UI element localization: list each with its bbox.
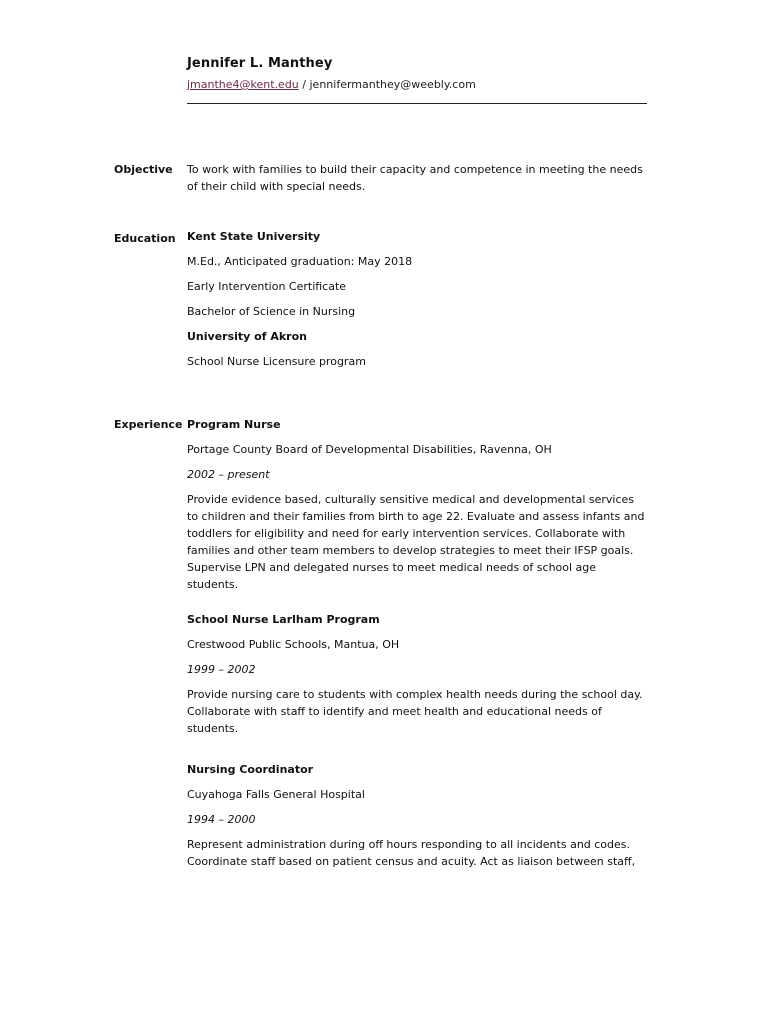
objective-line: of their child with special needs. [187, 180, 366, 193]
job-dates: 1994 – 2000 [187, 813, 256, 826]
job-description-line: families and other team members to develop strategies to meet their IFSP goals. [187, 544, 634, 557]
job-employer: Portage County Board of Developmental Disabilities, Ravenna, OH [187, 443, 552, 456]
job-entry [187, 416, 647, 593]
job-description-line: Represent administration during off hours responding to all incidents and codes. [187, 838, 631, 851]
education-item: Bachelor of Science in Nursing [187, 305, 356, 318]
job-description-line: Provide nursing care to students with complex health needs during the school day. [187, 688, 643, 701]
job-dates: 2002 – present [187, 468, 270, 481]
job-title: Nursing Coordinator [187, 763, 314, 776]
job-description-line: students. [187, 578, 239, 591]
job-title: Program Nurse [187, 418, 281, 431]
applicant-name: Jennifer L. Manthey [187, 56, 333, 71]
job-description-line: to children and their families from birth to age 22. Evaluate and assess infants and [187, 510, 645, 523]
job-description-line: toddlers for eligibility and need for early intervention services. Collaborate with [187, 527, 626, 540]
job-dates: 1999 – 2002 [187, 663, 256, 676]
experience-block [187, 416, 647, 870]
header-divider [187, 103, 647, 104]
website-text: jennifermanthey@weebly.com [309, 78, 476, 91]
education-item: Early Intervention Certificate [187, 280, 347, 293]
objective-text [187, 161, 647, 195]
section-label-education: Education [114, 232, 176, 245]
contact-separator: / [298, 78, 310, 91]
education-item: School Nurse Licensure program [187, 355, 366, 368]
education-block [187, 228, 647, 370]
job-employer: Cuyahoga Falls General Hospital [187, 788, 365, 801]
job-description-line: students. [187, 722, 239, 735]
job-entry [187, 611, 647, 737]
resume-header [187, 56, 647, 91]
job-description-line: Supervise LPN and delegated nurses to meet medical needs of school age [187, 561, 597, 574]
education-item: M.Ed., Anticipated graduation: May 2018 [187, 255, 413, 268]
section-label-experience: Experience [114, 418, 183, 431]
job-description-line: Coordinate staff based on patient census and acuity. Act as liaison between staff, [187, 855, 636, 868]
section-label-objective: Objective [114, 163, 173, 176]
job-description-line: Collaborate with staff to identify and meet health and educational needs of [187, 705, 602, 718]
job-employer: Crestwood Public Schools, Mantua, OH [187, 638, 400, 651]
objective-line: To work with families to build their capacity and competence in meeting the needs [187, 163, 643, 176]
job-title: School Nurse Larlham Program [187, 613, 380, 626]
contact-line [187, 78, 647, 91]
job-description-line: Provide evidence based, culturally sensitive medical and developmental services [187, 493, 635, 506]
school-name: University of Akron [187, 330, 307, 343]
job-entry [187, 761, 647, 870]
email-link[interactable]: jmanthe4@kent.edu [187, 78, 299, 91]
school-name: Kent State University [187, 230, 321, 243]
